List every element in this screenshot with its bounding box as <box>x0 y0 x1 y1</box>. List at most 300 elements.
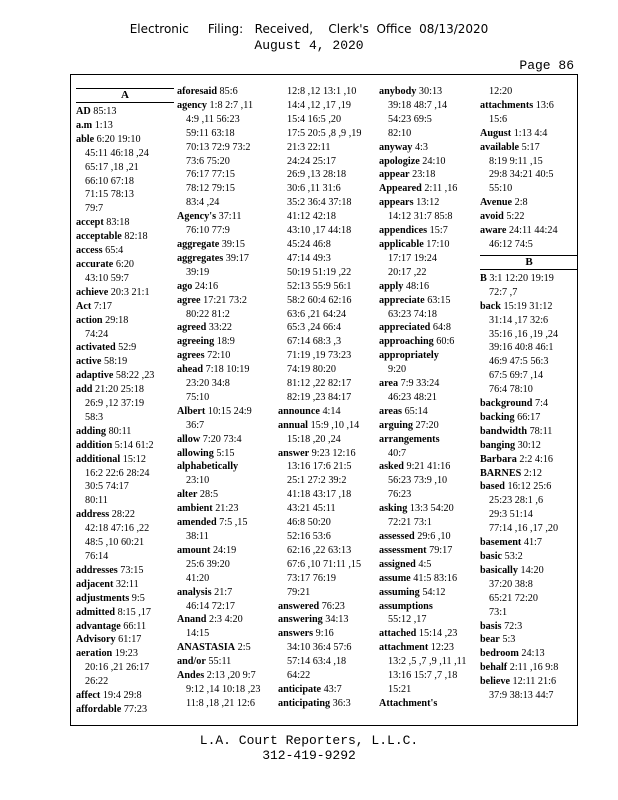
index-term: anticipate <box>278 683 322 695</box>
index-entry <box>480 661 578 675</box>
page-line-refs-continued: 15:21 <box>388 683 412 695</box>
index-term: aware <box>480 225 507 237</box>
index-entry <box>76 425 174 439</box>
page-line-refs: 4:5 <box>418 558 432 570</box>
page-line-refs-continued: 41:12 42:18 <box>287 211 336 223</box>
index-entry <box>379 168 477 182</box>
index-term: apply <box>379 280 404 292</box>
index-term: applicable <box>379 238 424 250</box>
index-entry <box>76 369 174 383</box>
index-entry <box>379 294 477 308</box>
page-line-refs-continued: 4:9 ,11 56:23 <box>186 113 240 125</box>
index-term: accept <box>76 217 104 229</box>
index-entry <box>379 586 477 600</box>
index-entry <box>278 419 376 433</box>
page-line-refs: 72:10 <box>207 350 231 362</box>
page-line-refs-continued: 43:21 45:11 <box>287 503 336 515</box>
page-line-refs: 5:22 <box>506 211 525 223</box>
index-entry <box>379 572 477 586</box>
index-column-5 <box>480 85 578 703</box>
index-term: aggregate <box>177 238 220 250</box>
index-entry <box>480 224 578 238</box>
index-entry <box>177 405 275 419</box>
page-line-refs-continued: 25:1 27:2 39:2 <box>287 475 347 487</box>
index-entry <box>177 321 275 335</box>
page-line-refs-continued: 50:19 51:19 ,22 <box>287 266 352 278</box>
index-entry <box>278 627 376 641</box>
page-line-refs-continued: 62:16 ,22 63:13 <box>287 544 352 556</box>
index-term: annual <box>278 419 309 431</box>
index-entry <box>379 600 477 614</box>
page-line-refs: 27:20 <box>415 419 439 431</box>
index-entry <box>480 647 578 661</box>
index-entry <box>177 280 275 294</box>
page-line-refs: 5:15 <box>216 447 235 459</box>
page-line-refs-continued: 11:8 ,18 ,21 12:6 <box>186 697 255 709</box>
page-line-refs: 43:7 <box>323 683 342 695</box>
index-entry <box>177 85 275 99</box>
page-line-refs-continued: 34:10 36:4 57:6 <box>287 642 352 654</box>
index-entry <box>76 216 174 230</box>
page-line-refs-continued: 14:15 <box>186 628 210 640</box>
index-column-1 <box>76 85 174 717</box>
index-term: approaching <box>379 336 434 348</box>
page-line-refs: 2:3 4:20 <box>209 614 243 626</box>
page-line-refs-continued: 58:3 <box>85 411 104 423</box>
index-term: Barbara <box>480 453 517 465</box>
index-entry <box>379 502 477 516</box>
page-line-refs: 9:5 <box>131 592 145 604</box>
page-line-refs-continued: 63:6 ,21 64:24 <box>287 308 347 320</box>
index-term: bedroom <box>480 648 519 660</box>
index-term: adaptive <box>76 370 114 382</box>
page-line-refs-continued: 46:9 47:5 56:3 <box>489 356 549 368</box>
page-line-refs: 66:11 <box>123 620 147 632</box>
page-line-refs: 17:21 73:2 <box>203 294 247 306</box>
page-line-refs-continued: 74:19 80:20 <box>287 364 336 376</box>
index-term: answering <box>278 614 323 626</box>
page-line-refs-continued: 45:11 46:18 ,24 <box>85 147 149 159</box>
index-term: activated <box>76 342 116 354</box>
index-entry <box>480 633 578 647</box>
page-line-refs: 14:20 <box>520 564 544 576</box>
page-line-refs-continued: 67:5 69:7 ,14 <box>489 370 544 382</box>
index-entry <box>278 697 376 711</box>
page-line-refs: 8:15 ,17 <box>117 606 152 618</box>
index-term: able <box>76 133 95 145</box>
index-entry <box>76 300 174 314</box>
index-entry <box>379 224 477 238</box>
index-term: backing <box>480 411 515 423</box>
index-entry <box>379 627 477 641</box>
page-line-refs: 19:23 <box>114 648 138 660</box>
page-line-refs-continued: 79:7 <box>85 203 104 215</box>
index-term: attached <box>379 628 417 640</box>
page-line-refs: 53:2 <box>504 551 523 562</box>
page-line-refs-continued: 79:21 <box>287 586 311 598</box>
page-line-refs-continued: 76:10 77:9 <box>186 225 230 237</box>
letter-heading: A <box>76 88 174 103</box>
page-line-refs-continued: 57:14 63:4 ,18 <box>287 656 347 668</box>
page-line-refs-continued: 74:24 <box>85 328 109 340</box>
index-entry <box>379 558 477 572</box>
page-line-refs-continued: 13:16 15:7 ,7 ,18 <box>388 670 458 682</box>
page-line-refs: 21:7 <box>214 586 233 598</box>
page-line-refs-continued: 83:4 ,24 <box>186 197 220 209</box>
index-term: a.m <box>76 119 93 131</box>
index-term: avoid <box>480 211 504 223</box>
page-line-refs-continued: 13:16 17:6 21:5 <box>287 461 352 473</box>
page-line-refs: 29:18 <box>105 314 129 326</box>
page-line-refs-continued: 52:13 55:9 56:1 <box>287 280 352 292</box>
index-term: affordable <box>76 703 122 715</box>
page-line-refs: 65:14 <box>404 405 428 417</box>
index-term: agreed <box>177 322 207 334</box>
footer <box>0 733 618 763</box>
page-line-refs-continued: 8:19 9:11 ,15 <box>489 155 543 167</box>
index-entry <box>480 675 578 689</box>
page-line-refs: 2:8 <box>514 197 528 209</box>
page-line-refs-continued: 20:17 ,22 <box>388 266 427 278</box>
page-line-refs: 58:22 ,23 <box>115 370 155 382</box>
index-term: accurate <box>76 258 114 270</box>
index-entry <box>480 127 578 141</box>
index-entry <box>76 564 174 578</box>
index-term: addition <box>76 439 113 451</box>
index-entry <box>177 447 275 461</box>
page-line-refs: 61:17 <box>118 634 142 646</box>
page-line-refs-continued: 14:12 31:7 85:8 <box>388 211 453 223</box>
index-entry <box>76 133 174 147</box>
page-line-refs: 2:12 <box>523 467 542 479</box>
page-line-refs: 32:11 <box>115 578 139 590</box>
index-entry <box>177 335 275 349</box>
page-line-refs-continued: 40:7 <box>388 447 407 459</box>
index-term: appreciate <box>379 294 425 306</box>
index-entry <box>379 196 477 210</box>
index-term: appendices <box>379 225 428 237</box>
page-line-refs: 15:12 <box>122 453 146 465</box>
index-term: asked <box>379 461 404 473</box>
index-entry <box>278 613 376 627</box>
index-term: Appeared <box>379 183 422 195</box>
index-term: areas <box>379 405 403 417</box>
index-entry <box>480 439 578 453</box>
page-line-refs-continued: 13:2 ,5 ,7 ,9 ,11 ,11 <box>388 656 467 668</box>
index-entry <box>177 99 275 113</box>
index-entry <box>379 155 477 169</box>
page-line-refs-continued: 29:8 34:21 40:5 <box>489 169 554 181</box>
index-term: basis <box>480 620 502 632</box>
page-line-refs: 52:9 <box>118 342 137 354</box>
index-term: basement <box>480 537 522 549</box>
page-line-refs-continued: 37:20 38:8 <box>489 578 533 590</box>
page-line-refs: 28:5 <box>199 489 219 501</box>
page-line-refs: 2:11 ,16 9:8 <box>509 662 559 674</box>
page-line-refs-continued: 76:23 <box>388 489 412 501</box>
page-line-refs: 24:19 <box>212 544 237 556</box>
index-term: admitted <box>76 606 116 618</box>
page-line-refs-continued: 46:23 48:21 <box>388 391 437 403</box>
index-entry <box>76 620 174 634</box>
page-line-refs: 79:17 <box>429 544 453 556</box>
page-line-refs-continued: 65:21 72:20 <box>489 592 538 604</box>
index-entry <box>480 536 578 550</box>
page-line-refs: 58:19 <box>104 356 128 368</box>
index-entry <box>76 230 174 244</box>
index-entry <box>76 355 174 369</box>
page-line-refs: 2:13 ,20 9:7 <box>206 670 256 682</box>
index-entry <box>480 99 578 113</box>
page-line-refs: 6:20 19:10 <box>96 133 141 145</box>
index-entry <box>76 508 174 522</box>
index-entry <box>480 272 578 286</box>
page-line-refs: 30:12 <box>517 439 541 451</box>
index-term: appear <box>379 169 410 181</box>
reporter-phone: 312-419-9292 <box>262 748 356 763</box>
index-term: aeration <box>76 648 113 660</box>
index-entry <box>379 433 477 447</box>
index-entry <box>76 689 174 703</box>
page-line-refs-continued: 41:18 43:17 ,18 <box>287 489 352 501</box>
index-entry <box>480 397 578 411</box>
index-term: aggregates <box>177 252 224 264</box>
index-term: assume <box>379 572 411 584</box>
page-line-refs: 41:7 <box>523 537 542 549</box>
page-line-refs: 24:10 <box>422 155 446 167</box>
index-term: ambient <box>177 503 213 515</box>
page-line-refs-continued: 54:23 69:5 <box>388 113 432 125</box>
page-line-refs: 15:9 ,10 ,14 <box>310 419 360 431</box>
page-line-refs-continued: 46:8 50:20 <box>287 517 331 529</box>
index-term: attachment <box>379 642 429 654</box>
index-entry <box>177 613 275 627</box>
index-entry <box>480 300 578 314</box>
page-line-refs: 85:13 <box>93 106 117 117</box>
index-term: adding <box>76 425 107 437</box>
page-line-refs-continued: 21:3 22:11 <box>287 141 331 153</box>
index-term: additional <box>76 453 121 465</box>
index-entry <box>76 578 174 592</box>
index-term: B <box>480 272 487 284</box>
page-line-refs: 13:6 <box>535 99 554 111</box>
index-term: banging <box>480 439 516 451</box>
page-line-refs: 2:5 <box>237 642 251 654</box>
page-line-refs-continued: 25:6 39:20 <box>186 558 230 570</box>
page-line-refs: 30:13 <box>418 86 443 97</box>
page-line-refs: 2:11 ,16 <box>424 183 458 195</box>
index-entry <box>177 460 275 474</box>
index-entry <box>76 258 174 272</box>
index-term: agency <box>177 99 207 111</box>
page-line-refs-continued: 71:19 ,19 73:23 <box>287 350 352 362</box>
page-line-refs-continued: 71:15 78:13 <box>85 189 134 201</box>
page-line-refs-continued: 46:14 72:17 <box>186 600 235 612</box>
index-term: Agency's <box>177 211 217 223</box>
page-line-refs: 16:12 25:6 <box>507 481 552 493</box>
index-entry <box>379 544 477 558</box>
page-line-refs-continued: 58:2 60:4 62:16 <box>287 294 352 306</box>
page-line-refs: 66:17 <box>517 411 541 423</box>
page-line-refs-continued: 70:13 72:9 73:2 <box>186 141 251 153</box>
page-line-refs: 3:1 12:20 19:19 <box>489 272 554 284</box>
index-term: bear <box>480 634 500 646</box>
page-line-refs: 5:17 <box>521 141 540 153</box>
index-entry <box>480 467 578 481</box>
page-line-refs-continued: 59:11 63:18 <box>186 127 235 139</box>
page-line-refs-continued: 29:3 51:14 <box>489 509 533 521</box>
index-term: alter <box>177 489 198 501</box>
index-term: Avenue <box>480 197 513 209</box>
index-entry <box>76 383 174 397</box>
index-term: ANASTASIA <box>177 642 236 654</box>
index-term: address <box>76 509 110 521</box>
index-entry <box>379 141 477 155</box>
index-entry <box>480 453 578 467</box>
page-line-refs-continued: 41:20 <box>186 572 210 584</box>
index-term: available <box>480 141 520 153</box>
index-entry <box>379 419 477 433</box>
index-entry <box>76 453 174 467</box>
page-line-refs-continued: 47:14 49:3 <box>287 252 331 264</box>
page-line-refs-continued: 80:11 <box>85 495 108 507</box>
page-line-refs-continued: 30:5 74:17 <box>85 481 129 493</box>
reporter-company: L.A. Court Reporters, L.L.C. <box>199 733 419 748</box>
index-term: appropriately <box>379 350 439 362</box>
index-term: appreciated <box>379 322 431 334</box>
page-line-refs: 9:16 <box>315 628 334 640</box>
page-line-refs: 54:12 <box>422 586 446 598</box>
index-term: analysis <box>177 586 212 598</box>
page-line-refs-continued: 75:10 <box>186 391 210 403</box>
page-line-refs-continued: 23:20 34:8 <box>186 378 230 390</box>
page-line-refs-continued: 26:9 ,13 28:18 <box>287 169 347 181</box>
index-entry <box>480 550 578 564</box>
index-term: allowing <box>177 447 214 459</box>
index-term: adjacent <box>76 578 114 590</box>
index-entry <box>379 641 477 655</box>
page-line-refs-continued: 72:7 ,7 <box>489 286 518 298</box>
index-entry <box>480 564 578 578</box>
page-line-refs-continued: 35:2 36:4 37:18 <box>287 197 352 209</box>
index-entry <box>379 405 477 419</box>
index-term: anybody <box>379 86 417 97</box>
index-entry <box>177 294 275 308</box>
page-line-refs: 1:8 2:7 ,11 <box>209 99 254 111</box>
index-term: answer <box>278 447 310 459</box>
page-line-refs: 9:21 41:16 <box>406 461 451 473</box>
index-term: active <box>76 356 102 368</box>
index-term: appears <box>379 197 414 209</box>
page-line-refs-continued: 73:17 76:19 <box>287 572 336 584</box>
index-term: acceptable <box>76 231 122 243</box>
page-line-refs-continued: 12:20 <box>489 86 513 97</box>
index-entry <box>379 697 477 711</box>
page-line-refs: 29:6 ,10 <box>417 531 451 542</box>
index-entry <box>379 349 477 363</box>
page-line-refs-continued: 15:18 ,20 ,24 <box>287 433 341 445</box>
page-line-refs: 7:9 33:24 <box>400 378 440 390</box>
page-line-refs: 1:13 <box>94 119 113 131</box>
page-line-refs-continued: 56:23 73:9 ,10 <box>388 475 448 487</box>
index-entry <box>379 460 477 474</box>
index-entry <box>177 516 275 530</box>
index-entry <box>177 238 275 252</box>
page-line-refs-continued: 46:12 74:5 <box>489 238 533 250</box>
index-term: allow <box>177 433 201 445</box>
index-term: Anand <box>177 614 207 626</box>
index-term: arguing <box>379 419 413 431</box>
page-line-refs-continued: 16:2 22:6 28:24 <box>85 467 150 479</box>
index-entry <box>76 439 174 453</box>
page-line-refs: 21:20 25:18 <box>94 384 144 396</box>
index-term: assumptions <box>379 600 433 612</box>
page-line-refs-continued: 80:22 81:2 <box>186 308 230 320</box>
page-line-refs: 73:15 <box>120 564 144 576</box>
index-entry <box>76 244 174 258</box>
page-line-refs-continued: 55:10 <box>489 183 513 195</box>
page-line-refs: 78:11 <box>529 425 553 437</box>
index-term: AD <box>76 106 91 117</box>
index-entry <box>480 480 578 494</box>
index-term: Advisory <box>76 634 116 646</box>
page-line-refs: 39:17 <box>225 252 249 264</box>
index-term: answers <box>278 628 314 640</box>
index-entry <box>177 669 275 683</box>
index-term: arrangements <box>379 433 440 445</box>
page-line-refs-continued: 24:24 25:17 <box>287 155 336 167</box>
page-line-refs: 23:18 <box>412 169 436 181</box>
page-line-refs-continued: 45:24 46:8 <box>287 238 331 250</box>
index-term: August <box>480 127 512 139</box>
page-line-refs: 9:23 12:16 <box>311 447 356 459</box>
index-term: addresses <box>76 564 118 576</box>
index-term: aforesaid <box>177 86 217 97</box>
page-line-refs: 7:4 <box>535 398 549 410</box>
page-line-refs-continued: 14:4 ,12 ,17 ,19 <box>287 99 351 111</box>
page-line-refs-continued: 55:12 ,17 <box>388 614 427 626</box>
index-term: announce <box>278 405 320 417</box>
page-line-refs-continued: 48:5 ,10 60:21 <box>85 537 145 549</box>
index-entry <box>177 641 275 655</box>
index-term: asking <box>379 503 408 515</box>
index-term: Andes <box>177 670 205 682</box>
page-line-refs-continued: 15:4 16:5 ,20 <box>287 113 342 125</box>
page-line-refs-continued: 76:4 78:10 <box>489 384 533 396</box>
index-term: Attachment's <box>379 697 438 709</box>
page-line-refs: 72:3 <box>504 620 523 632</box>
index-term: and/or <box>177 656 206 668</box>
index-entry <box>76 592 174 606</box>
page-line-refs-continued: 36:7 <box>186 419 205 431</box>
index-term: ago <box>177 280 193 292</box>
index-term: assessment <box>379 544 427 556</box>
index-entry <box>76 105 174 119</box>
page-line-refs: 13:3 54:20 <box>409 503 454 515</box>
page-line-refs-continued: 12:8 ,12 13:1 ,10 <box>287 86 357 97</box>
index-term: believe <box>480 676 510 688</box>
page-line-refs: 33:22 <box>208 322 232 334</box>
index-term: add <box>76 384 93 396</box>
page-line-refs: 21:23 <box>215 503 239 515</box>
index-column-4 <box>379 85 477 711</box>
index-entry <box>278 405 376 419</box>
index-entry <box>480 141 578 155</box>
page-line-refs: 6:20 <box>115 258 135 270</box>
index-entry <box>480 425 578 439</box>
index-entry <box>76 314 174 328</box>
page-line-refs-continued: 26:9 ,12 37:19 <box>85 398 145 410</box>
